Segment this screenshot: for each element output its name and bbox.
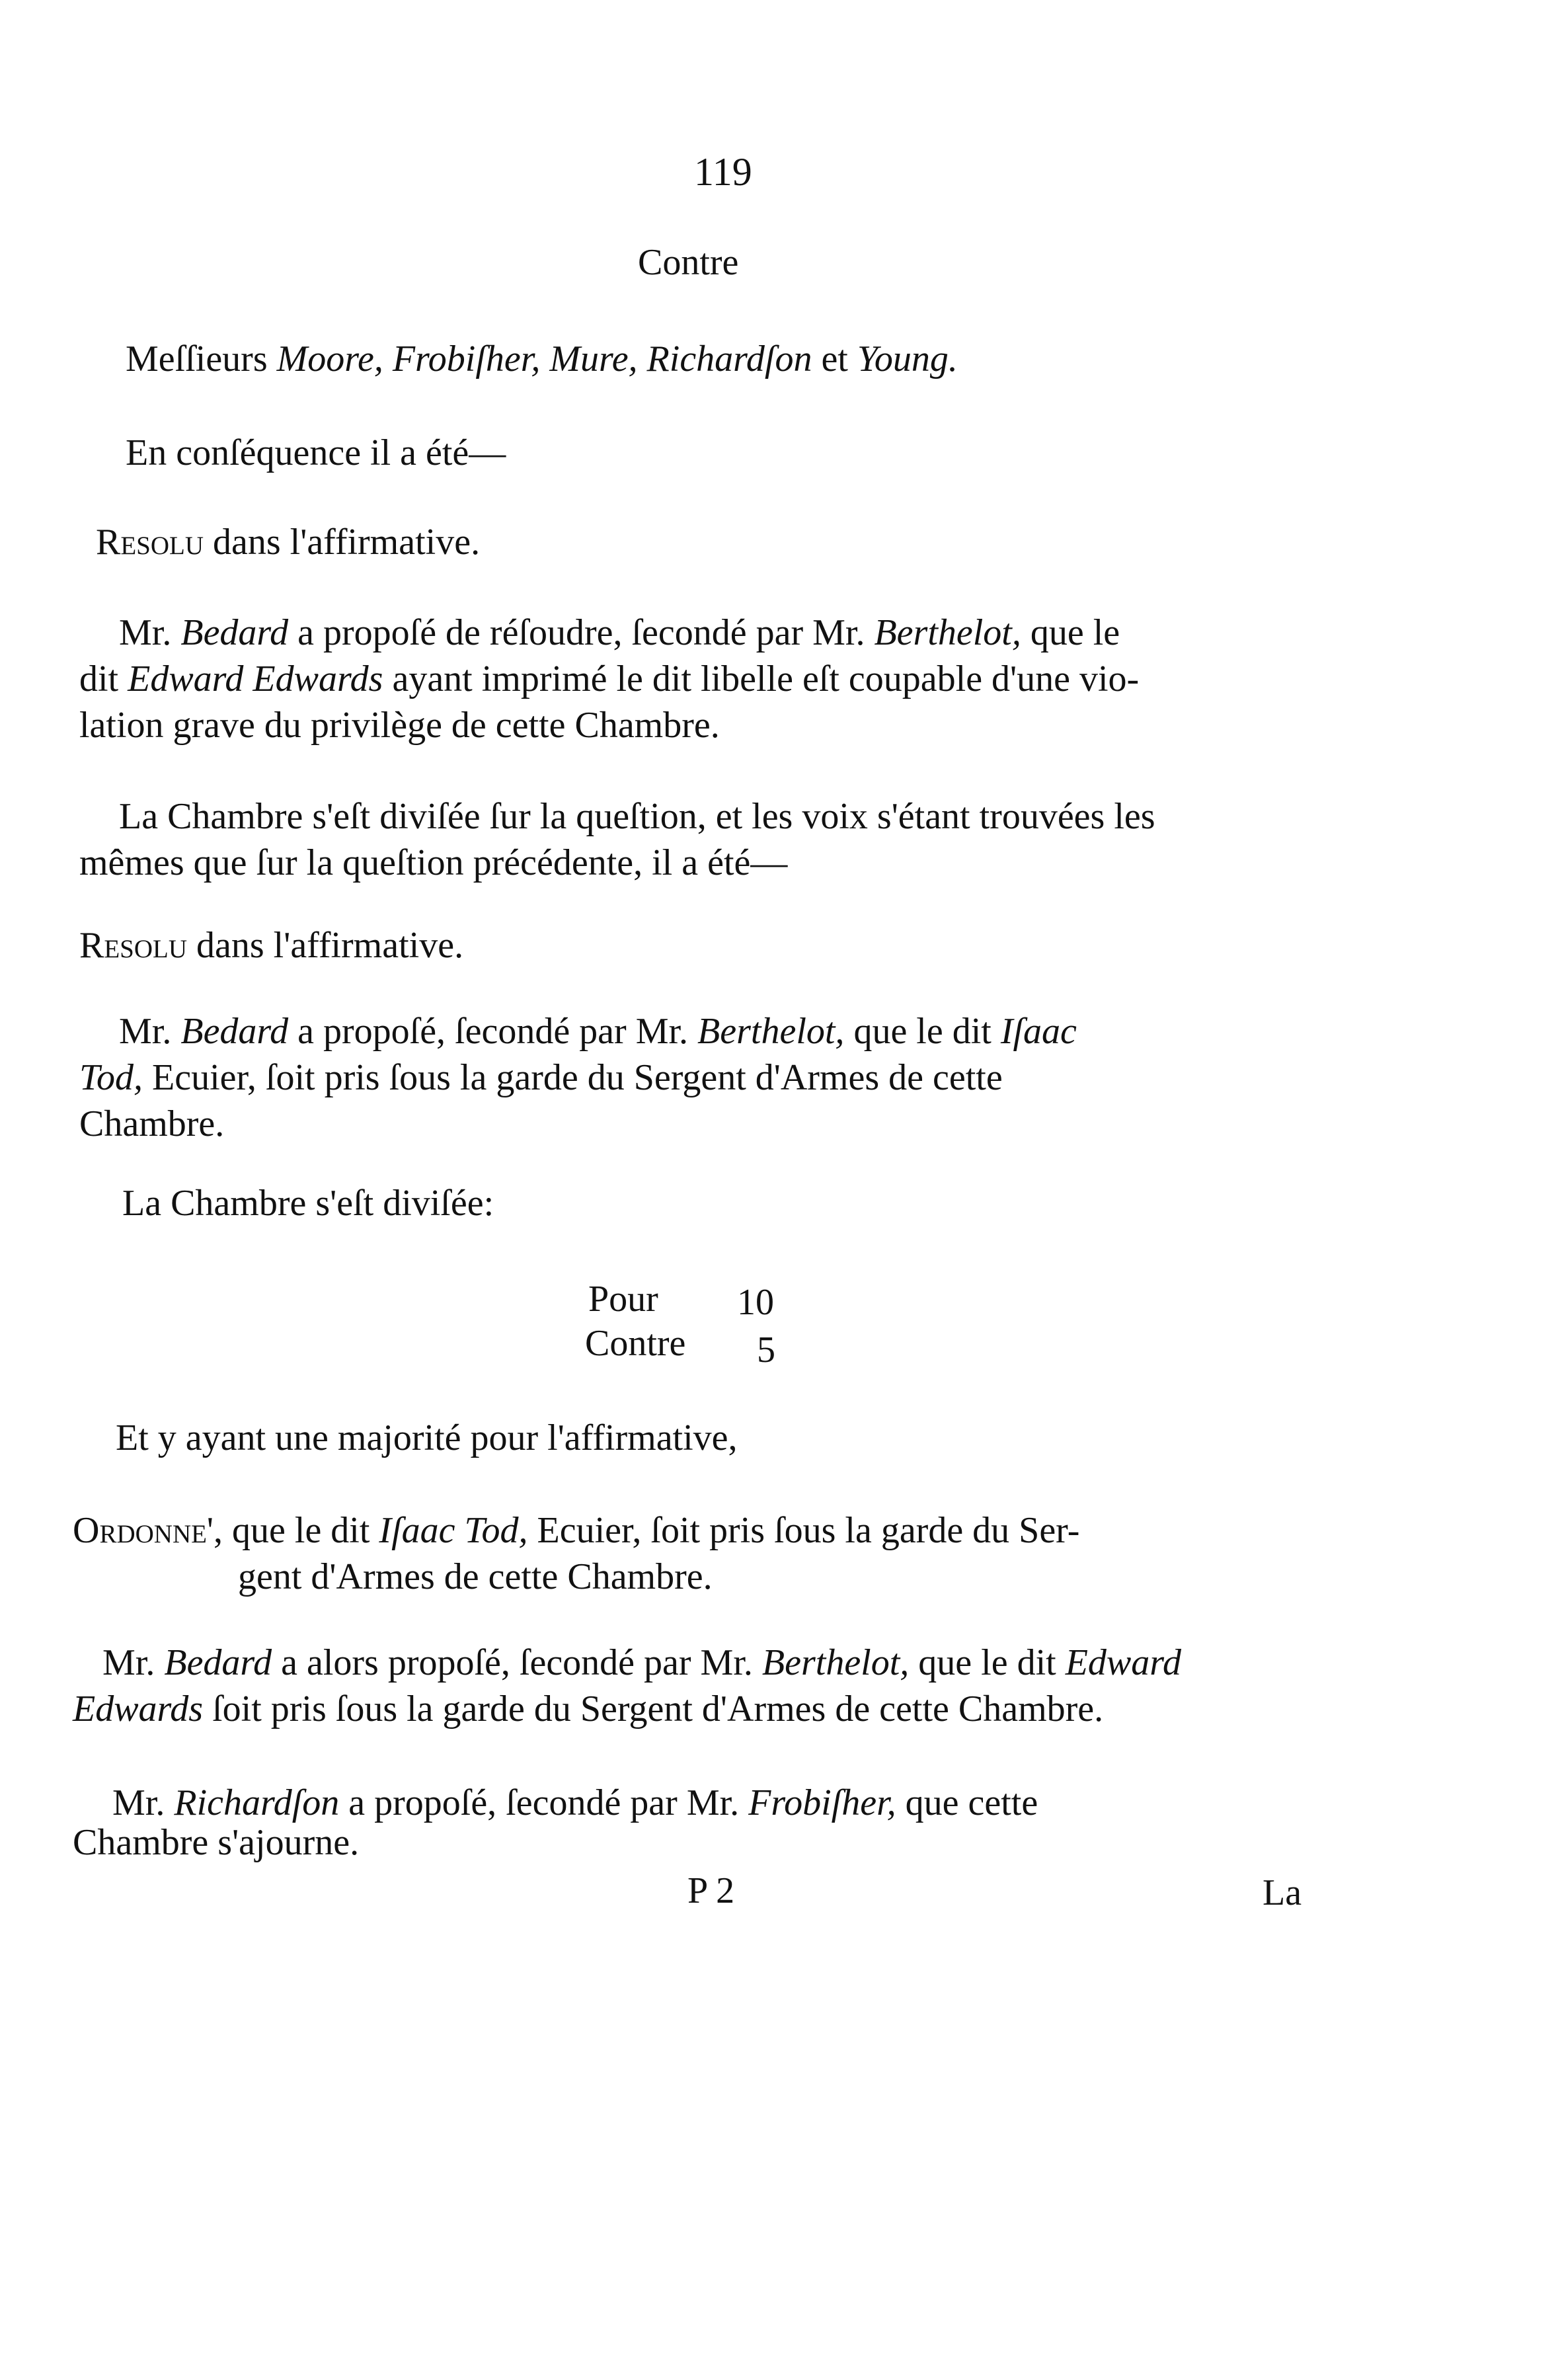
page-number: 119 — [694, 150, 752, 194]
motion-2-line-3: Chambre. — [79, 1103, 225, 1144]
name-frobisher: Frobiſher, — [748, 1782, 896, 1823]
name-richardson: Richardſon — [646, 338, 812, 379]
name-berthelot: Berthelot, — [761, 1642, 910, 1683]
text: que le dit — [844, 1011, 1001, 1052]
text: Mr. — [102, 1642, 165, 1683]
text: que le dit — [909, 1642, 1066, 1683]
text: ayant imprimé le dit libelle eſt coupable d'une vio- — [383, 658, 1140, 699]
motion-4-line-2: Chambre s'ajourne. — [73, 1822, 360, 1863]
names-et: et — [812, 338, 857, 379]
catchword: La — [1263, 1872, 1302, 1913]
name-bedard: Bedard — [164, 1642, 272, 1683]
motion-2-line-1 — [119, 1008, 1077, 1054]
motion-1-line-3: lation grave du privilège de cette Chambre. — [79, 705, 720, 746]
resolu-line-1 — [96, 519, 480, 565]
division-1-line-1: La Chambre s'eſt diviſée ſur la queſtion, et les voix s'étant trouvées les — [119, 796, 1155, 837]
majority-line: Et y ayant une majorité pour l'affirmative, — [116, 1417, 738, 1458]
motion-1-line-1 — [119, 610, 1120, 656]
name-isaac-tod: Iſaac Tod, — [379, 1510, 528, 1551]
text: Mr. — [119, 1011, 181, 1052]
division-2-line: La Chambre s'eſt diviſée: — [122, 1183, 494, 1224]
text: Ecuier, ſoit pris ſous la garde du Sergent d'Armes de cette — [143, 1057, 1003, 1098]
name-mure: Mure, — [549, 338, 638, 379]
division-1-line-2: mêmes que ſur la queſtion précédente, il a été— — [79, 842, 788, 883]
ordonne-line-2: gent d'Armes de cette Chambre. — [238, 1556, 713, 1597]
text: que cette — [896, 1782, 1038, 1823]
motion-3-line-1 — [102, 1640, 1181, 1686]
text: Mr. — [112, 1782, 175, 1823]
resolu-rest: dans l'affirmative. — [204, 522, 481, 563]
name-berthelot: Berthelot, — [697, 1011, 845, 1052]
text: a propoſé de réſoudre, ſecondé par Mr. — [288, 612, 875, 653]
text: a propoſé, ſecondé par Mr. — [288, 1011, 698, 1052]
text: dit — [79, 658, 128, 699]
resolu-line-2 — [79, 922, 463, 969]
text: ſoit pris ſous la garde du Sergent d'Armes de cette Chambre. — [203, 1688, 1104, 1729]
contre-names-line — [126, 336, 958, 382]
motion-1-line-2 — [79, 656, 1139, 702]
name-moore: Moore, — [276, 338, 383, 379]
name-bedard: Bedard — [180, 1011, 289, 1052]
ordonne-line-1 — [73, 1507, 1079, 1554]
name-edwards: Edwards — [73, 1688, 204, 1729]
signature-mark: P 2 — [687, 1870, 735, 1911]
name-edward-edwards: Edward Edwards — [128, 658, 383, 699]
ordonne-word: Ordonne' — [73, 1510, 214, 1551]
resolu-word: Resolu — [79, 925, 188, 966]
vote-pour-label: Pour — [588, 1279, 658, 1320]
name-young: Young. — [857, 338, 958, 379]
name-richardson: Richardſon — [174, 1782, 340, 1823]
vote-contre-value: 5 — [757, 1329, 775, 1370]
text: que le — [1021, 612, 1120, 653]
name-tod: Tod, — [79, 1057, 143, 1098]
name-edward: Edward — [1065, 1642, 1181, 1683]
text: , que le dit — [214, 1510, 379, 1551]
text: Mr. — [119, 612, 181, 653]
resolu-word: Resolu — [96, 522, 204, 563]
vote-pour-value: 10 — [737, 1282, 774, 1323]
vote-contre-label: Contre — [585, 1323, 686, 1364]
consequence-line: En conſéquence il a été— — [126, 432, 506, 473]
name-bedard: Bedard — [180, 612, 289, 653]
names-prefix: Meſſieurs — [126, 338, 277, 379]
motion-2-line-2 — [79, 1054, 1003, 1101]
resolu-rest: dans l'affirmative. — [187, 925, 464, 966]
name-berthelot: Berthelot, — [874, 612, 1021, 653]
text: a alors propoſé, ſecondé par Mr. — [272, 1642, 762, 1683]
name-isaac: Iſaac — [1000, 1011, 1077, 1052]
motion-3-line-2 — [73, 1686, 1103, 1732]
text: Ecuier, ſoit pris ſous la garde du Ser- — [527, 1510, 1080, 1551]
heading-contre: Contre — [638, 242, 739, 283]
text: a propoſé, ſecondé par Mr. — [339, 1782, 749, 1823]
name-frobisher: Frobiſher, — [392, 338, 541, 379]
